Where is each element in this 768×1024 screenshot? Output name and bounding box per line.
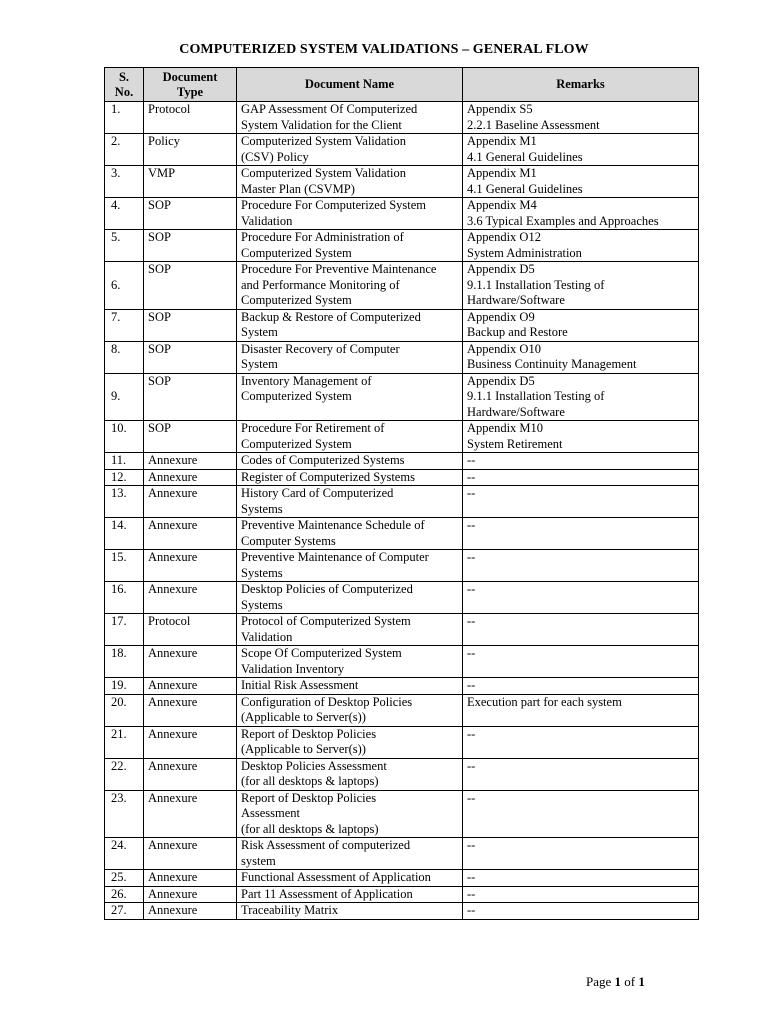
row-document-type: Annexure: [144, 726, 237, 758]
row-remarks: Appendix D5 9.1.1 Installation Testing of Hardware/Software: [463, 262, 699, 310]
table-row: [105, 262, 699, 310]
row-sno: 15.: [105, 550, 144, 582]
row-document-name: Risk Assessment of computerized system: [237, 838, 463, 870]
row-remarks: Execution part for each system: [463, 694, 699, 726]
table-row: [105, 198, 699, 230]
row-document-type: Annexure: [144, 678, 237, 695]
row-sno: 4.: [105, 198, 144, 230]
row-document-name: Scope Of Computerized System Validation Inventory: [237, 646, 463, 678]
table-header-row: [105, 68, 699, 102]
row-sno: 21.: [105, 726, 144, 758]
row-document-name: Protocol of Computerized System Validation: [237, 614, 463, 646]
row-remarks: Appendix S5 2.2.1 Baseline Assessment: [463, 102, 699, 134]
row-sno: 13.: [105, 486, 144, 518]
table-row: [105, 838, 699, 870]
row-document-type: Annexure: [144, 469, 237, 486]
page-title: COMPUTERIZED SYSTEM VALIDATIONS – GENERAL FLOW: [179, 42, 589, 57]
row-document-type: Annexure: [144, 838, 237, 870]
row-document-name: Procedure For Computerized System Validation: [237, 198, 463, 230]
row-document-type: Annexure: [144, 518, 237, 550]
row-document-name: Traceability Matrix: [237, 903, 463, 920]
table-row: [105, 166, 699, 198]
row-document-name: Report of Desktop Policies Assessment (for all desktops & laptops): [237, 790, 463, 838]
row-sno: 27.: [105, 903, 144, 920]
row-remarks: Appendix O10 Business Continuity Management: [463, 341, 699, 373]
table-row: [105, 486, 699, 518]
row-remarks: Appendix M1 4.1 General Guidelines: [463, 166, 699, 198]
row-document-type: SOP: [144, 421, 237, 453]
row-remarks: --: [463, 790, 699, 838]
row-remarks: --: [463, 582, 699, 614]
row-document-type: Annexure: [144, 694, 237, 726]
row-document-type: SOP: [144, 373, 237, 421]
row-document-type: Annexure: [144, 550, 237, 582]
row-remarks: --: [463, 518, 699, 550]
row-document-type: VMP: [144, 166, 237, 198]
row-remarks: --: [463, 646, 699, 678]
row-sno: 16.: [105, 582, 144, 614]
table-row: [105, 230, 699, 262]
row-document-name: Initial Risk Assessment: [237, 678, 463, 695]
row-document-name: Report of Desktop Policies (Applicable to Server(s)): [237, 726, 463, 758]
header-document-type: Document Type: [144, 68, 237, 102]
row-sno: 26.: [105, 886, 144, 903]
row-document-type: SOP: [144, 262, 237, 310]
row-sno: 1.: [105, 102, 144, 134]
row-document-name: Computerized System Validation (CSV) Policy: [237, 134, 463, 166]
row-remarks: --: [463, 486, 699, 518]
row-document-type: Annexure: [144, 758, 237, 790]
row-document-type: Policy: [144, 134, 237, 166]
row-sno: 18.: [105, 646, 144, 678]
row-remarks: --: [463, 614, 699, 646]
row-document-name: Procedure For Administration of Computerized System: [237, 230, 463, 262]
page-footer: [586, 974, 645, 990]
table-row: [105, 870, 699, 887]
row-remarks: --: [463, 469, 699, 486]
header-sno: S. No.: [105, 68, 144, 102]
row-sno: 9.: [105, 373, 144, 421]
row-document-type: Protocol: [144, 102, 237, 134]
row-sno: 2.: [105, 134, 144, 166]
row-document-name: Preventive Maintenance Schedule of Computer Systems: [237, 518, 463, 550]
row-sno: 22.: [105, 758, 144, 790]
row-sno: 8.: [105, 341, 144, 373]
row-document-name: Disaster Recovery of Computer System: [237, 341, 463, 373]
row-remarks: Appendix O12 System Administration: [463, 230, 699, 262]
row-remarks: --: [463, 726, 699, 758]
page-total: 1: [638, 974, 645, 989]
row-document-name: Inventory Management of Computerized System: [237, 373, 463, 421]
row-document-type: Annexure: [144, 486, 237, 518]
row-document-type: SOP: [144, 230, 237, 262]
table-row: [105, 790, 699, 838]
row-remarks: --: [463, 453, 699, 470]
header-document-name: Document Name: [237, 68, 463, 102]
table-row: [105, 726, 699, 758]
row-document-name: Part 11 Assessment of Application: [237, 886, 463, 903]
row-sno: 17.: [105, 614, 144, 646]
row-sno: 25.: [105, 870, 144, 887]
table-row: [105, 646, 699, 678]
row-sno: 3.: [105, 166, 144, 198]
page-current: 1: [614, 974, 622, 989]
header-remarks: Remarks: [463, 68, 699, 102]
row-document-type: Annexure: [144, 886, 237, 903]
row-document-name: Configuration of Desktop Policies (Applicable to Server(s)): [237, 694, 463, 726]
table-row: [105, 309, 699, 341]
row-document-name: Codes of Computerized Systems: [237, 453, 463, 470]
row-sno: 6.: [105, 262, 144, 310]
table-row: [105, 614, 699, 646]
row-sno: 5.: [105, 230, 144, 262]
row-document-type: Protocol: [144, 614, 237, 646]
row-remarks: --: [463, 903, 699, 920]
table-row: [105, 758, 699, 790]
table-row: [105, 518, 699, 550]
row-sno: 10.: [105, 421, 144, 453]
row-document-type: Annexure: [144, 903, 237, 920]
row-document-name: Procedure For Preventive Maintenance and Performance Monitoring of Computerized System: [237, 262, 463, 310]
table-row: [105, 550, 699, 582]
row-sno: 11.: [105, 453, 144, 470]
row-document-type: Annexure: [144, 870, 237, 887]
row-remarks: Appendix M4 3.6 Typical Examples and Approaches: [463, 198, 699, 230]
table-row: [105, 341, 699, 373]
row-sno: 23.: [105, 790, 144, 838]
row-document-type: SOP: [144, 309, 237, 341]
table-body: [105, 102, 699, 920]
row-document-name: Desktop Policies Assessment (for all desktops & laptops): [237, 758, 463, 790]
table-row: [105, 903, 699, 920]
table-row: [105, 694, 699, 726]
row-document-name: Computerized System Validation Master Plan (CSVMP): [237, 166, 463, 198]
row-remarks: --: [463, 678, 699, 695]
row-remarks: Appendix O9 Backup and Restore: [463, 309, 699, 341]
row-remarks: Appendix M10 System Retirement: [463, 421, 699, 453]
row-remarks: Appendix D5 9.1.1 Installation Testing of Hardware/Software: [463, 373, 699, 421]
table-row: [105, 678, 699, 695]
page-label: Page: [586, 974, 612, 989]
row-sno: 14.: [105, 518, 144, 550]
document-table: [104, 67, 699, 920]
row-sno: 24.: [105, 838, 144, 870]
table-row: [105, 134, 699, 166]
row-document-type: SOP: [144, 341, 237, 373]
row-remarks: Appendix M1 4.1 General Guidelines: [463, 134, 699, 166]
row-document-name: GAP Assessment Of Computerized System Validation for the Client: [237, 102, 463, 134]
row-sno: 20.: [105, 694, 144, 726]
table-row: [105, 469, 699, 486]
row-document-name: Desktop Policies of Computerized Systems: [237, 582, 463, 614]
row-document-type: Annexure: [144, 790, 237, 838]
row-document-name: Register of Computerized Systems: [237, 469, 463, 486]
row-document-type: Annexure: [144, 582, 237, 614]
table-row: [105, 102, 699, 134]
table-row: [105, 886, 699, 903]
row-document-name: Procedure For Retirement of Computerized System: [237, 421, 463, 453]
table-row: [105, 421, 699, 453]
row-document-name: Backup & Restore of Computerized System: [237, 309, 463, 341]
row-document-name: Functional Assessment of Application: [237, 870, 463, 887]
row-remarks: --: [463, 550, 699, 582]
row-document-type: Annexure: [144, 453, 237, 470]
row-document-name: Preventive Maintenance of Computer Systems: [237, 550, 463, 582]
table-row: [105, 582, 699, 614]
row-document-type: SOP: [144, 198, 237, 230]
row-remarks: --: [463, 758, 699, 790]
row-document-type: Annexure: [144, 646, 237, 678]
table-row: [105, 453, 699, 470]
row-document-name: History Card of Computerized Systems: [237, 486, 463, 518]
row-sno: 7.: [105, 309, 144, 341]
row-sno: 19.: [105, 678, 144, 695]
table-row: [105, 373, 699, 421]
row-sno: 12.: [105, 469, 144, 486]
row-remarks: --: [463, 870, 699, 887]
page-of: of: [624, 974, 636, 989]
row-remarks: --: [463, 886, 699, 903]
row-remarks: --: [463, 838, 699, 870]
